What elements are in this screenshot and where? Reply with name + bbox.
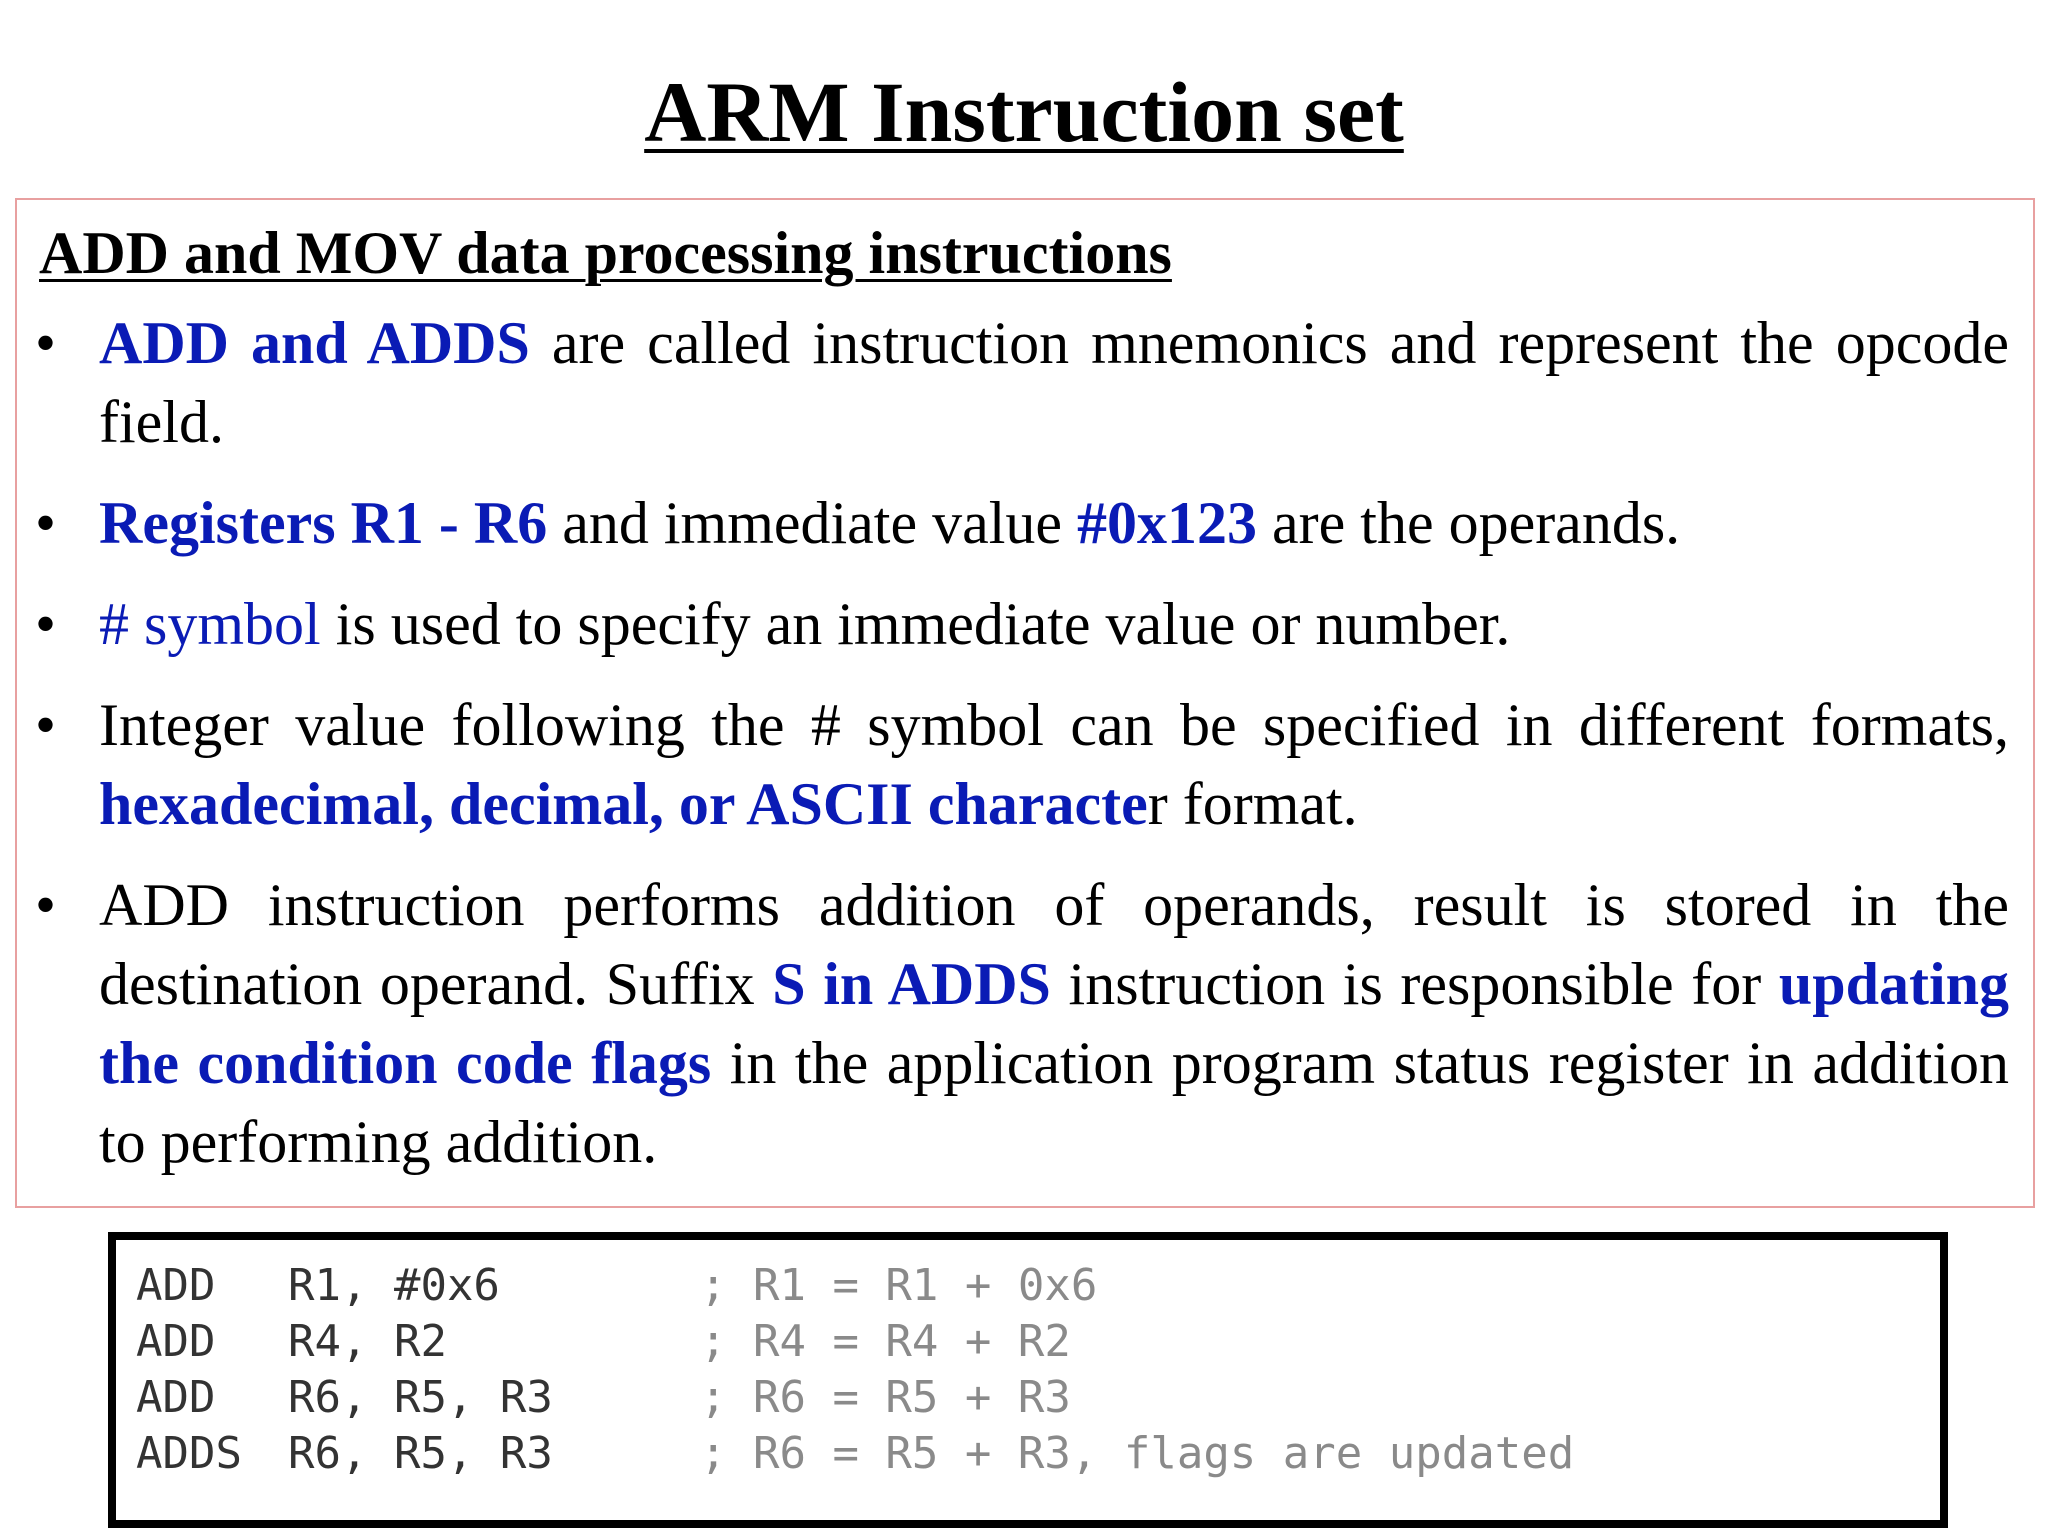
code-line	[136, 1314, 1574, 1370]
bullet-item-mnemonics	[17, 304, 2033, 462]
highlight-text: #0x123	[1077, 490, 1258, 556]
bullet-item-symbol	[17, 585, 2033, 664]
code-operands: R4, R2	[288, 1316, 447, 1367]
bullet-text: and immediate value	[547, 490, 1078, 556]
highlight-text: hexadecimal, decimal, or ASCII characte	[99, 771, 1148, 837]
bullet-text: instruction is responsible for	[1050, 951, 1779, 1017]
section-heading: ADD and MOV data processing instructions	[39, 220, 1172, 286]
code-operands: R1, #0x6	[288, 1260, 500, 1311]
content-box	[15, 198, 2035, 1208]
code-comment: ; R6 = R5 + R3	[700, 1372, 1071, 1423]
bullet-text: is used to specify an immediate value or number.	[320, 591, 1511, 657]
code-listing	[136, 1258, 1574, 1482]
bullet-list	[17, 304, 2033, 1204]
code-comment: ; R4 = R4 + R2	[700, 1316, 1071, 1367]
code-mnemonic: ADD	[136, 1260, 216, 1311]
code-mnemonic: ADD	[136, 1316, 216, 1367]
bullet-item-operands	[17, 484, 2033, 563]
highlight-text: updating the condition code flags	[99, 951, 2009, 1096]
code-operands: R6, R5, R3	[288, 1372, 553, 1423]
highlight-text: # symbol	[99, 591, 321, 657]
code-line	[136, 1258, 1574, 1314]
bullet-text: in the application program status register in addition to performing addition.	[99, 1030, 2010, 1175]
bullet-text: Integer value following the # symbol can be specified in different formats,	[99, 692, 2009, 758]
code-line	[136, 1370, 1574, 1426]
highlight-text: S in ADDS	[772, 951, 1051, 1017]
bullet-text: r format.	[1147, 771, 1358, 837]
bullet-text: are the operands.	[1257, 490, 1681, 556]
bullet-text: ADD instruction performs addition of operands, result is stored in the destination operand. Suffix	[99, 872, 2009, 1017]
bullet-text: are called instruction mnemonics and represent the opcode field.	[99, 310, 2009, 455]
bullet-item-formats	[17, 686, 2033, 844]
code-comment: ; R6 = R5 + R3, flags are updated	[700, 1428, 1575, 1479]
code-example-box	[108, 1232, 1948, 1528]
highlight-text: ADD and ADDS	[99, 310, 530, 376]
code-line	[136, 1426, 1574, 1482]
bullet-item-add-instruction	[17, 866, 2033, 1182]
page-title: ARM Instruction set	[644, 64, 1404, 160]
code-operands: R6, R5, R3	[288, 1428, 553, 1479]
code-mnemonic: ADD	[136, 1372, 216, 1423]
code-comment: ; R1 = R1 + 0x6	[700, 1260, 1098, 1311]
highlight-text: Registers R1 - R6	[99, 490, 548, 556]
code-mnemonic: ADDS	[136, 1428, 242, 1479]
